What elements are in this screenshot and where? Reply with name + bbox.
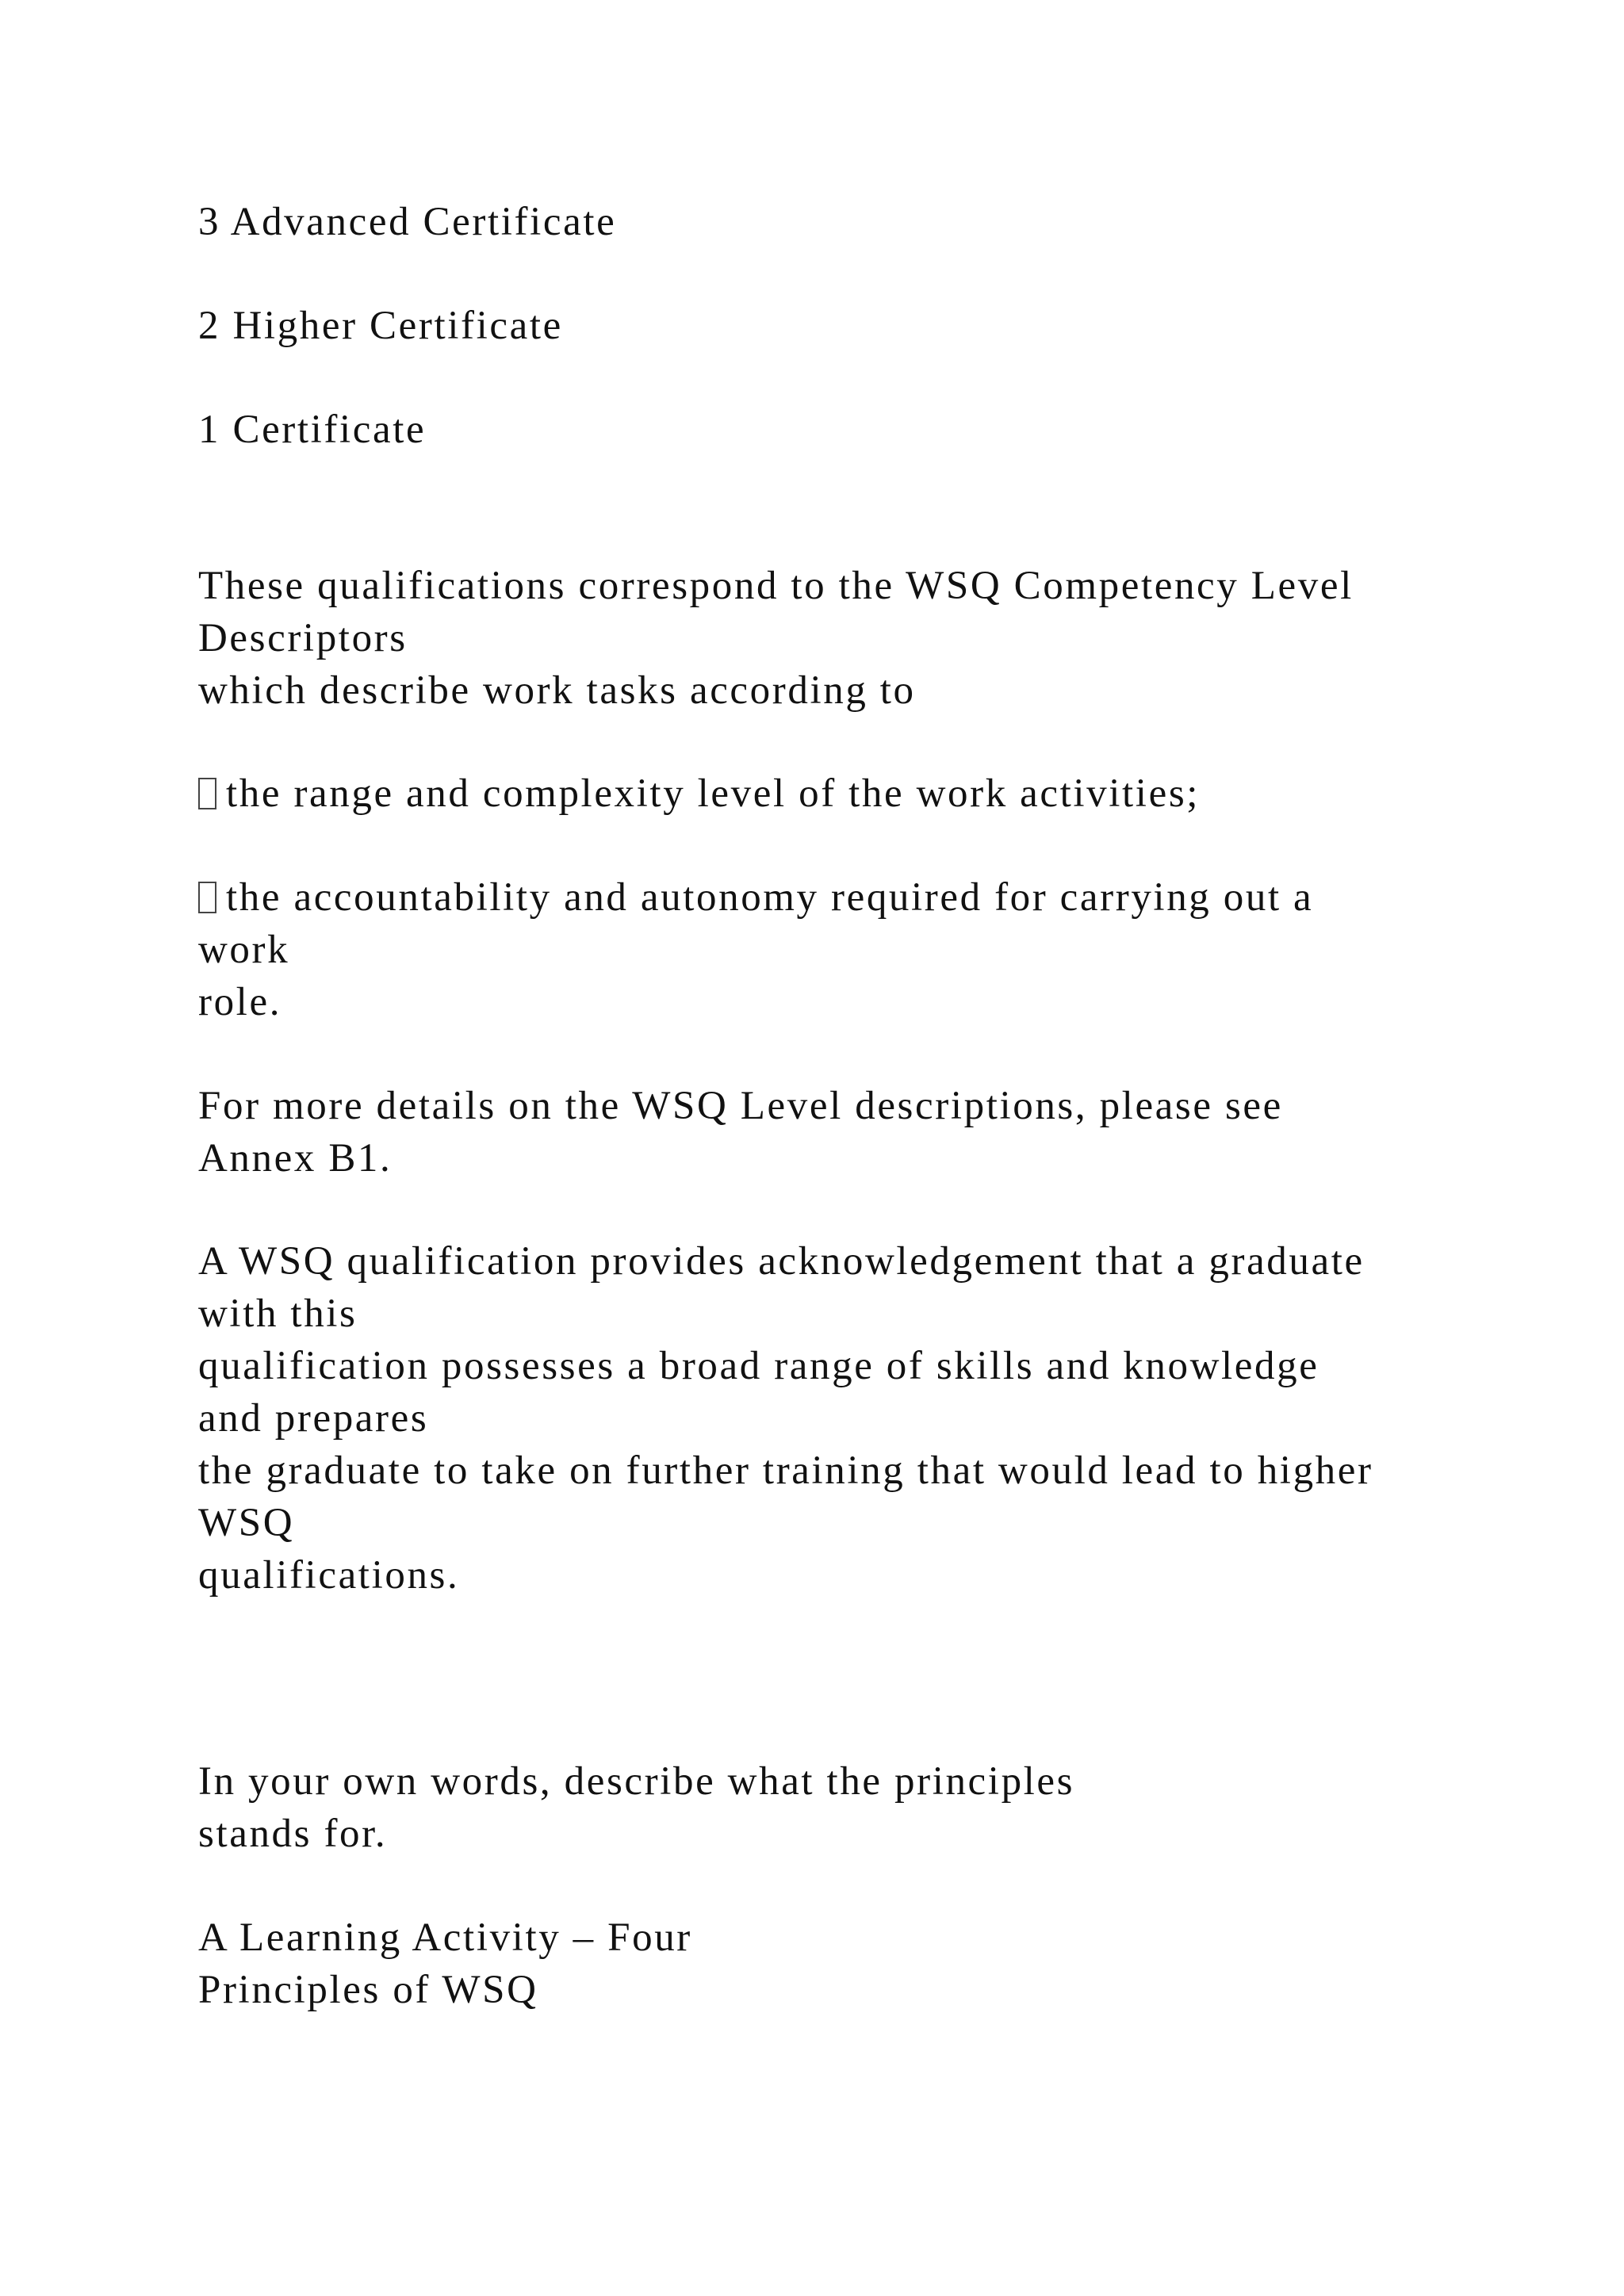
missing-glyph-box-icon: [198, 882, 216, 913]
level-item-advanced-certificate: 3 Advanced Certificate: [198, 200, 617, 244]
level-list: [198, 300, 1546, 352]
intro-line: Descriptors: [198, 616, 408, 660]
qualification-line: A WSQ qualification provides acknowledgement that a graduate: [198, 1239, 1365, 1284]
bullet-item-range: [198, 767, 1546, 820]
level-list: [198, 404, 1546, 456]
bullet-text: the accountability and autonomy required for carrying out a: [226, 875, 1314, 920]
intro-line: which describe work tasks according to: [198, 668, 916, 713]
intro-line: These qualifications correspond to the WSQ Competency Level: [198, 564, 1354, 608]
level-item-higher-certificate: 2 Higher Certificate: [198, 304, 563, 348]
qualification-line: with this: [198, 1292, 358, 1336]
bullet-text: work: [198, 928, 290, 972]
qualification-line: qualifications.: [198, 1553, 460, 1598]
bullet-text: the range and complexity level of the work activities;: [226, 771, 1201, 816]
qualification-paragraph: [198, 1235, 1546, 1601]
intro-paragraph: [198, 560, 1546, 717]
activity-line: A Learning Activity – Four: [198, 1915, 692, 1960]
details-line: Annex B1.: [198, 1136, 393, 1181]
prompt-line: In your own words, describe what the principles: [198, 1759, 1075, 1804]
qualification-line: WSQ: [198, 1501, 295, 1545]
prompt-line: stands for.: [198, 1812, 388, 1856]
bullet-text: role.: [198, 980, 282, 1024]
activity-line: Principles of WSQ: [198, 1968, 538, 2012]
level-list: [198, 196, 1546, 248]
qualification-line: qualification possesses a broad range of skills and knowledge: [198, 1344, 1320, 1388]
prompt-paragraph: [198, 1755, 1546, 1860]
details-line: For more details on the WSQ Level descriptions, please see: [198, 1084, 1283, 1128]
qualification-line: the graduate to take on further training that would lead to higher: [198, 1448, 1373, 1493]
details-paragraph: [198, 1080, 1546, 1184]
level-item-certificate: 1 Certificate: [198, 408, 427, 452]
qualification-line: and prepares: [198, 1396, 429, 1441]
missing-glyph-box-icon: [198, 778, 216, 809]
activity-heading: [198, 1911, 1546, 2016]
bullet-item-accountability: [198, 871, 1546, 1028]
